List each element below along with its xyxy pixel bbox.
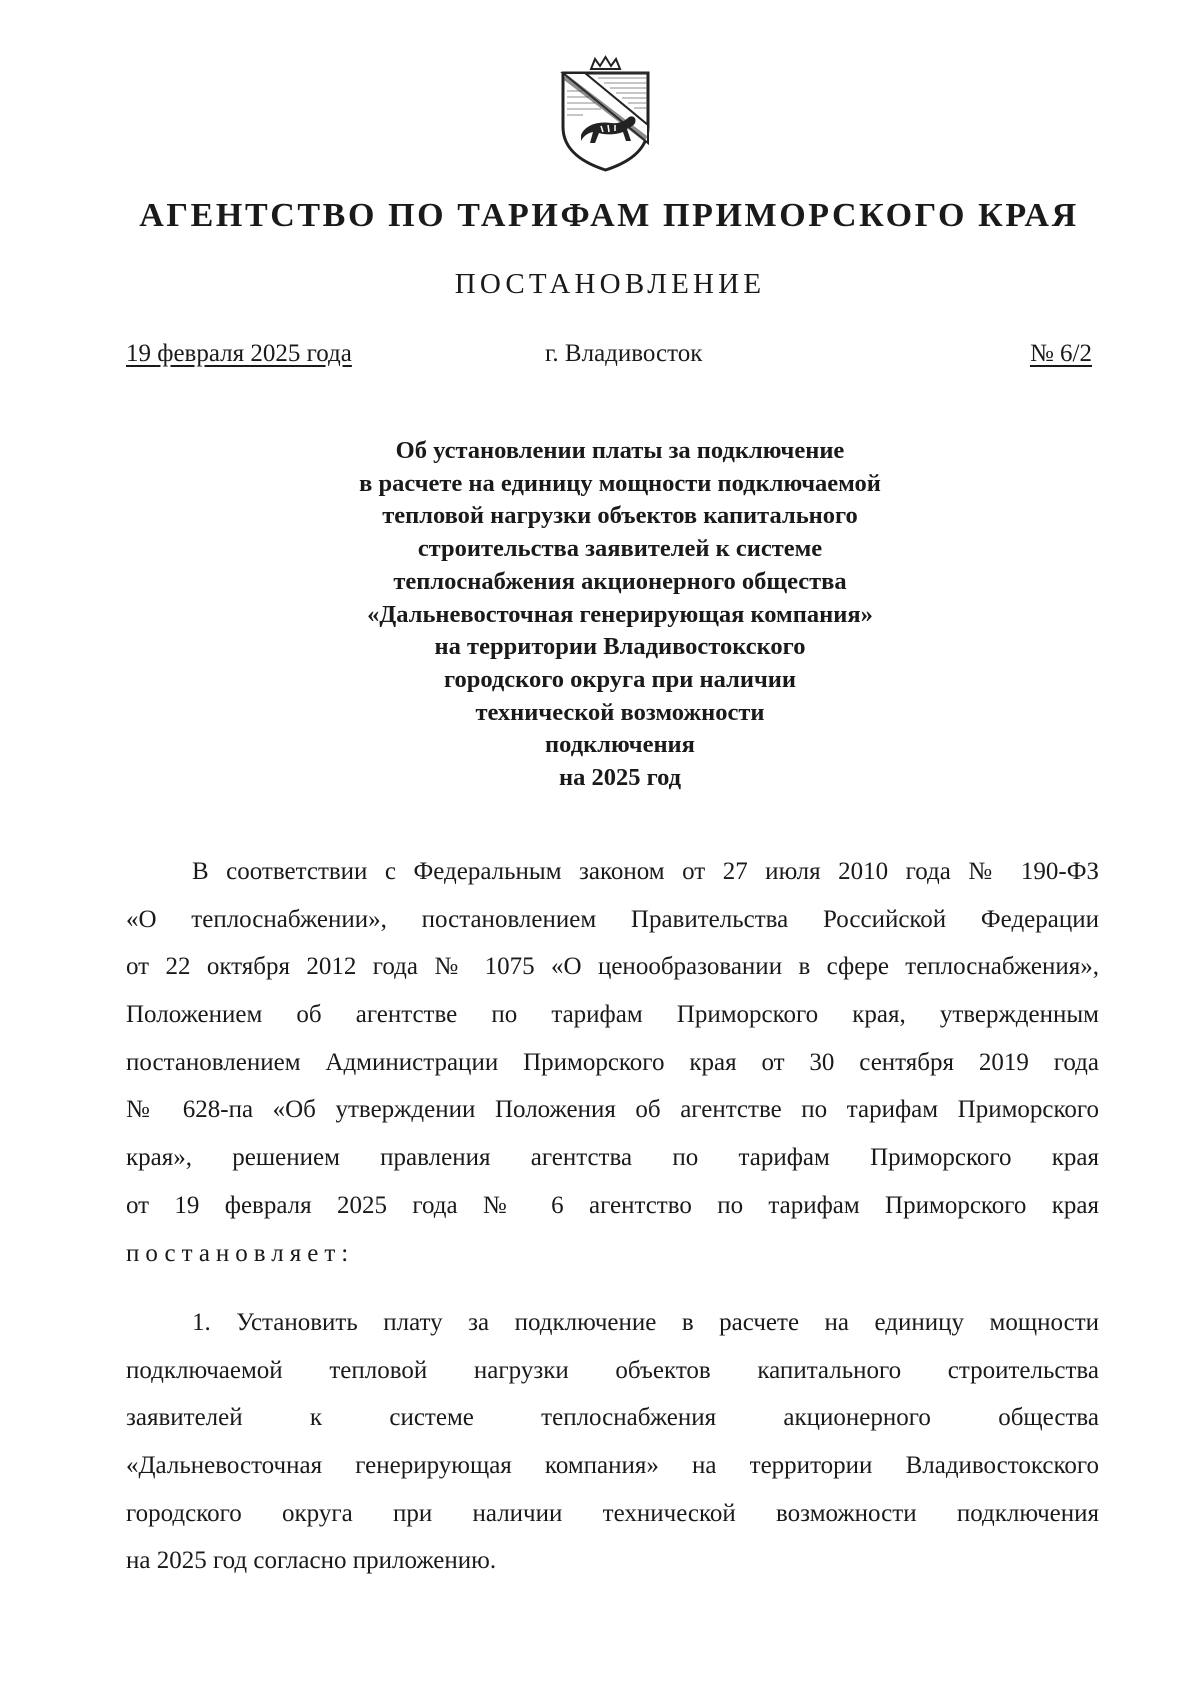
primorsky-krai-coat-of-arms-icon xyxy=(553,55,658,173)
text-line: края», решением правления агентства по тарифам Приморского края xyxy=(126,1144,1099,1172)
title-line: на территории Владивостокского xyxy=(434,633,806,661)
document-date: 19 февраля 2025 года xyxy=(126,340,352,367)
text-line: В соответствии с Федеральным законом от 27 июля 2010 года № 190-ФЗ xyxy=(192,858,1099,885)
title-line: строительства заявителей к системе xyxy=(417,535,823,563)
text-line: 1. Установить плату за подключение в расчете на единицу мощности xyxy=(192,1309,1099,1336)
text-line: «О теплоснабжении», постановлением Правительства Российской Федерации xyxy=(126,905,1099,933)
text-line: постановлением Администрации Приморского края от 30 сентября 2019 года xyxy=(126,1048,1099,1076)
text-line: от 19 февраля 2025 года № 6 агентство по тарифам Приморского края xyxy=(126,1191,1099,1219)
text-line: от 22 октября 2012 года № 1075 «О ценообразовании в сфере теплоснабжения», xyxy=(126,953,1099,981)
title-line: «Дальневосточная генерирующая компания» xyxy=(367,600,873,628)
text-line: заявителей к системе теплоснабжения акционерного общества xyxy=(126,1404,1099,1432)
preamble-paragraph xyxy=(126,848,1099,1277)
title-line: тепловой нагрузки объектов капитального xyxy=(382,502,858,530)
item-1-paragraph xyxy=(126,1299,1099,1585)
title-line: на 2025 год xyxy=(558,764,682,792)
text-line: «Дальневосточная генерирующая компания» на территории Владивостокского xyxy=(126,1452,1099,1480)
text-line: городского округа при наличии технической возможности подключения xyxy=(126,1499,1099,1527)
title-line: городского округа при наличии xyxy=(443,665,797,693)
title-line: теплоснабжения акционерного общества xyxy=(393,567,847,595)
agency-name: АГЕНТСТВО ПО ТАРИФАМ ПРИМОРСКОГО КРАЯ xyxy=(139,197,1079,234)
title-line: Об установлении платы за подключение xyxy=(395,437,845,464)
document-city: г. Владивосток xyxy=(545,340,703,367)
document-type: ПОСТАНОВЛЕНИЕ xyxy=(454,268,766,300)
text-line: № 628-па «Об утверждении Положения об агентстве по тарифам Приморского xyxy=(126,1096,1099,1124)
document-title xyxy=(250,435,990,795)
text-line: на 2025 год согласно приложению. xyxy=(126,1547,497,1575)
text-line: Положением об агентстве по тарифам Приморского края, утвержденным xyxy=(126,1001,1099,1029)
title-line: технической возможности xyxy=(475,698,765,726)
title-line: подключения xyxy=(545,731,695,759)
resolves-word: постановляет: xyxy=(126,1239,355,1267)
title-line: в расчете на единицу мощности подключаемой xyxy=(359,469,881,497)
document-number: № 6/2 xyxy=(1029,340,1092,367)
text-line: подключаемой тепловой нагрузки объектов капитального строительства xyxy=(126,1356,1099,1384)
